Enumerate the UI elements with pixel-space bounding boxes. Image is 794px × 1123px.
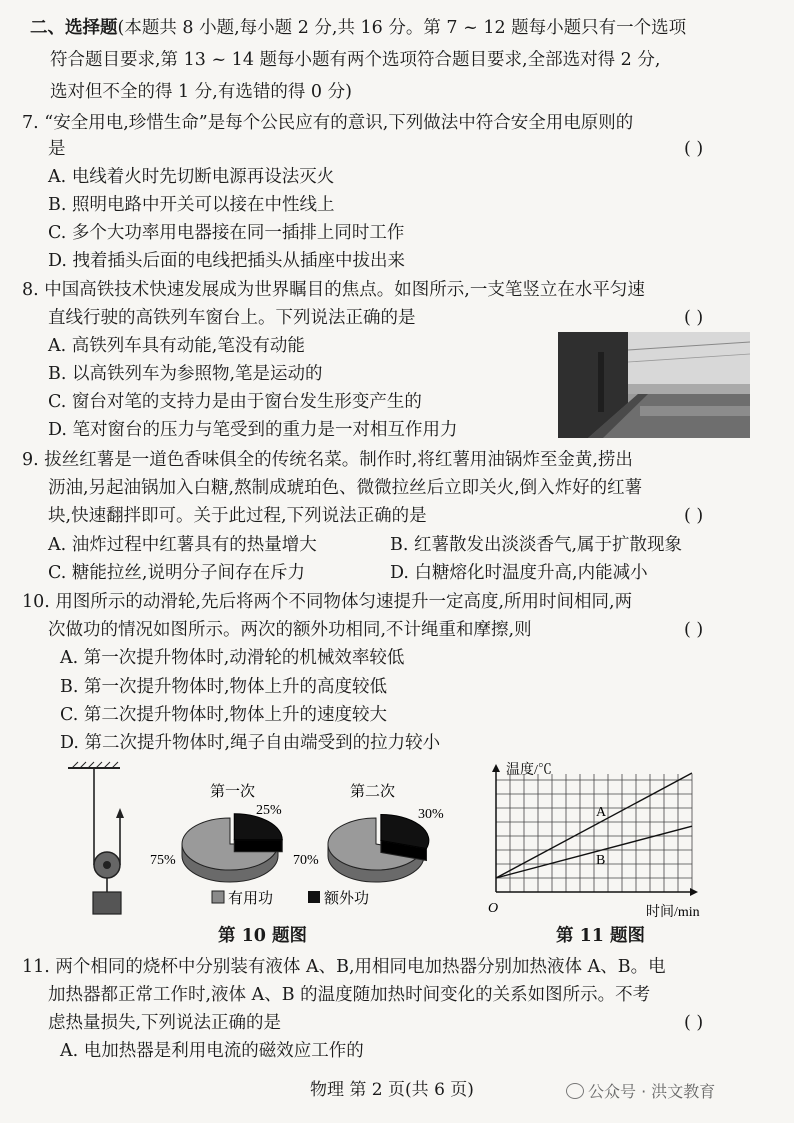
line-b-label: B [596,853,606,868]
x-axis-arrow [690,888,698,896]
q10-option-b: B. 第一次提升物体时,物体上升的高度较低 [60,677,388,697]
pie1-extra-side [234,840,282,852]
q8-option-c: C. 窗台对笔的支持力是由于窗台发生形变产生的 [48,392,422,412]
q9-option-c: C. 糖能拉丝,说明分子间存在斥力 [48,563,305,583]
work-pie-charts [148,766,478,916]
y-axis-arrow [492,764,500,772]
q7-stem-line1: 7. “安全用电,珍惜生命”是每个公民应有的意识,下列做法中符合安全用电原则的 [22,113,634,133]
q9-option-b: B. 红薯散发出淡淡香气,属于扩散现象 [390,535,683,555]
legend-useful-label: 有用功 [228,891,274,907]
q10-stem-line1: 10. 用图所示的动滑轮,先后将两个不同物体匀速提升一定高度,所用时间相同,两 [22,592,633,612]
q9-option-a: A. 油炸过程中红薯具有的热量增大 [48,535,317,555]
q9-option-d: D. 白糖熔化时温度升高,内能减小 [390,563,648,583]
q7-option-b: B. 照明电路中开关可以接在中性线上 [48,195,335,215]
q10-option-c: C. 第二次提升物体时,物体上升的速度较大 [60,705,387,725]
q9-stem-line2: 沥油,另起油锅加入白糖,熬制成琥珀色、微微拉丝后立即关火,倒入炸好的红薯 [48,478,643,498]
page-number: 物理 第 2 页(共 6 页) [310,1080,474,1100]
q10-answer-blank: ( ) [684,620,704,640]
pie1-useful-label: 75% [150,853,176,868]
chart-grid [496,774,692,892]
q8-option-b: B. 以高铁列车为参照物,笔是运动的 [48,364,323,384]
train-window-photo [558,332,750,438]
movable-pulley-figure [60,760,140,920]
section-intro-line3: 选对但不全的得 1 分,有选错的得 0 分) [50,82,352,102]
pie2 [328,814,429,882]
q8-option-d: D. 笔对窗台的压力与笔受到的重力是一对相互作用力 [48,420,458,440]
pie1 [182,814,282,882]
q9-stem-line3: 块,快速翻拌即可。关于此过程,下列说法正确的是 [48,506,427,526]
pie1-extra-label: 25% [256,803,282,818]
q7-option-a: A. 电线着火时先切断电源再设法灭火 [48,167,335,187]
section-intro-line2: 符合题目要求,第 13 ~ 14 题每小题有两个选项符合题目要求,全部选对得 2 分, [50,50,661,70]
pie2-useful-label: 70% [293,853,319,868]
q10-option-a: A. 第一次提升物体时,动滑轮的机械效率较低 [60,648,405,668]
fig10-caption: 第 10 题图 [218,926,308,946]
section-header [30,16,686,40]
legend-useful-swatch [212,891,224,903]
q7-stem-line2: 是 [48,139,66,159]
pie2-extra-label: 30% [418,807,444,822]
train-window-photo-drawing [558,332,750,438]
q8-answer-blank: ( ) [684,308,704,328]
q10-option-d: D. 第二次提升物体时,绳子自由端受到的拉力较小 [60,733,441,753]
q11-stem-line1: 11. 两个相同的烧杯中分别装有液体 A、B,用相同电加热器分别加热液体 A、B。电 [22,957,666,977]
q9-stem-line1: 9. 拔丝红薯是一道色香味俱全的传统名菜。制作时,将红薯用油锅炸至金黄,捞出 [22,450,633,470]
q7-option-c: C. 多个大功率用电器接在同一插排上同时工作 [48,223,405,243]
q7-answer-blank: ( ) [684,139,704,159]
origin-label: O [488,901,499,916]
temperature-time-chart [486,758,716,920]
pie2-title: 第二次 [350,784,396,800]
q8-stem-line1: 8. 中国高铁技术快速发展成为世界瞩目的焦点。如图所示,一支笔竖立在水平匀速 [22,280,645,300]
q10-stem-line2: 次做功的情况如图所示。两次的额外功相同,不计绳重和摩擦,则 [48,620,532,640]
line-a-label: A [596,805,607,820]
x-axis-label: 时间/min [646,905,700,920]
section-intro-line1: (本题共 8 小题,每小题 2 分,共 16 分。第 7 ~ 12 题每小题只有一个选项 [117,18,687,38]
q11-stem-line3: 虑热量损失,下列说法正确的是 [48,1013,282,1033]
legend-extra-label: 额外功 [324,891,370,907]
wechat-icon [566,1083,584,1099]
y-axis-label: 温度/℃ [506,763,552,778]
q7-option-d: D. 拽着插头后面的电线把插头从插座中拔出来 [48,251,406,271]
q8-option-a: A. 高铁列车具有动能,笔没有动能 [48,336,305,356]
q11-stem-line2: 加热器都正常工作时,液体 A、B 的温度随加热时间变化的关系如图所示。不考 [48,985,651,1005]
watermark-text: 公众号 · 洪文教育 [588,1082,716,1101]
q8-stem-line2: 直线行驶的高铁列车窗台上。下列说法正确的是 [48,308,416,328]
q11-answer-blank: ( ) [684,1013,704,1033]
q9-answer-blank: ( ) [684,506,704,526]
q11-option-a: A. 电加热器是利用电流的磁效应工作的 [60,1041,364,1061]
legend-extra-swatch [308,891,320,903]
fig11-caption: 第 11 题图 [556,926,646,946]
section-title: 二、选择题 [30,18,118,38]
pie1-title: 第一次 [210,784,256,800]
wechat-watermark [566,1079,715,1102]
